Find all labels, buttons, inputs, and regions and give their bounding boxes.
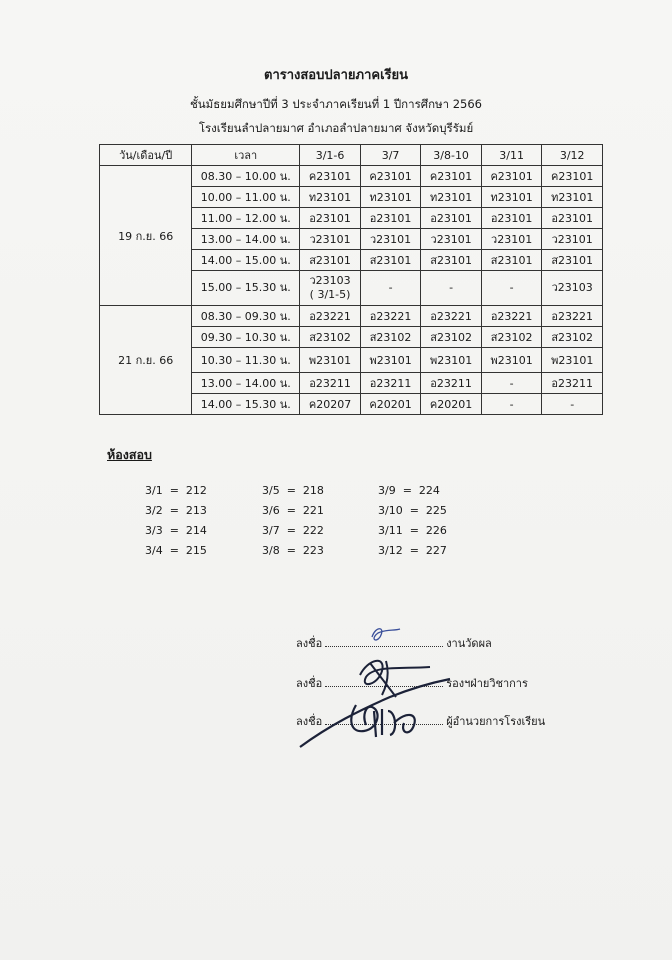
signature-stroke-director [300,679,450,747]
document-subtitle-grade: ชั้นมัธยมศึกษาปีที่ 3 ประจำภาคเรียนที่ 1 ปีการศึกษา 2566 [189,97,482,111]
signature-label: ลงชื่อ [296,637,323,650]
subject-cell: อ23211 [421,373,482,394]
room-entry: 3/7 = 222 [262,524,324,537]
subject-cell: พ23101 [421,348,482,373]
time-cell: 13.00 – 14.00 น. [192,229,300,250]
subject-cell: อ23211 [300,373,361,394]
time-cell: 10.00 – 11.00 น. [192,187,300,208]
subject-code: ว23103 [309,274,351,287]
table-row [100,166,603,187]
time-cell: 11.00 – 12.00 น. [192,208,300,229]
subject-cell: ส23101 [300,250,361,271]
subject-cell: ค20207 [300,394,361,415]
subject-cell: อ23221 [481,306,542,327]
subject-cell: ท23101 [481,187,542,208]
time-cell: 09.30 – 10.30 น. [192,327,300,348]
exam-schedule-table [99,144,603,415]
header-class: 3/12 [542,145,603,166]
subject-cell: อ23221 [360,306,421,327]
subject-cell: ว23101 [542,229,603,250]
signature-role: ผู้อำนวยการโรงเรียน [446,715,546,728]
subject-cell: ส23102 [360,327,421,348]
subject-cell: ว23101 [300,229,361,250]
subject-cell: - [542,394,603,415]
room-entry: 3/2 = 213 [145,504,207,517]
table-row [100,306,603,327]
room-entry: 3/1 = 212 [145,484,207,497]
room-entry: 3/6 = 221 [262,504,324,517]
signature-stroke-measurement [372,629,400,640]
rooms-title: ห้องสอบ [107,447,152,462]
subject-cell: ค23101 [300,166,361,187]
subject-cell: ส23102 [481,327,542,348]
subject-cell: ท23101 [421,187,482,208]
subject-note: ( 3/1-5) [309,288,351,301]
subject-cell: อ23101 [481,208,542,229]
time-cell: 13.00 – 14.00 น. [192,373,300,394]
subject-cell: - [360,271,421,306]
subject-cell: อ23221 [421,306,482,327]
subject-cell: - [481,394,542,415]
subject-cell: อ23101 [360,208,421,229]
subject-cell: ว23101 [481,229,542,250]
document-subtitle-school: โรงเรียนลำปลายมาศ อำเภอลำปลายมาศ จังหวัดบุรีรัมย์ [198,121,474,135]
time-cell: 14.00 – 15.30 น. [192,394,300,415]
subject-cell: พ23101 [481,348,542,373]
subject-cell: ส23102 [542,327,603,348]
subject-cell: ค20201 [421,394,482,415]
subject-cell: ท23101 [300,187,361,208]
room-entry: 3/12 = 227 [378,544,447,557]
subject-cell: อ23101 [542,208,603,229]
subject-cell: ว23101 [360,229,421,250]
room-entry: 3/4 = 215 [145,544,207,557]
subject-cell: ว23101 [421,229,482,250]
time-cell: 14.00 – 15.00 น. [192,250,300,271]
subject-cell: ส23102 [300,327,361,348]
subject-cell: ค23101 [542,166,603,187]
subject-cell: - [481,373,542,394]
subject-cell: อ23211 [360,373,421,394]
subject-cell: ส23102 [421,327,482,348]
signature-role: งานวัดผล [446,637,492,650]
subject-cell: ส23101 [421,250,482,271]
handwritten-signatures [290,615,470,765]
header-class: 3/7 [360,145,421,166]
table-header-row [100,145,603,166]
subject-cell: ส23101 [360,250,421,271]
subject-cell [300,271,361,306]
room-entry: 3/10 = 225 [378,504,447,517]
time-cell: 08.30 – 09.30 น. [192,306,300,327]
header-class: 3/1-6 [300,145,361,166]
subject-cell: อ23221 [542,306,603,327]
subject-cell: พ23101 [542,348,603,373]
subject-cell: อ23221 [300,306,361,327]
subject-cell: อ23101 [300,208,361,229]
signature-role: รองฯฝ่ายวิชาการ [446,677,528,690]
time-cell: 10.30 – 11.30 น. [192,348,300,373]
header-class: 3/11 [481,145,542,166]
header-time: เวลา [192,145,300,166]
subject-cell: ส23101 [481,250,542,271]
subject-cell: ค23101 [360,166,421,187]
signature-stroke-academic [360,661,430,697]
room-entry: 3/3 = 214 [145,524,207,537]
room-entry: 3/11 = 226 [378,524,447,537]
signature-label: ลงชื่อ [296,677,323,690]
date-cell: 19 ก.ย. 66 [100,166,192,306]
document-title: ตารางสอบปลายภาคเรียน [264,68,408,83]
subject-cell: ค20201 [360,394,421,415]
room-entry: 3/9 = 224 [378,484,440,497]
date-cell: 21 ก.ย. 66 [100,306,192,415]
subject-cell: ค23101 [481,166,542,187]
room-entry: 3/5 = 218 [262,484,324,497]
subject-cell: พ23101 [300,348,361,373]
signature-label: ลงชื่อ [296,715,323,728]
subject-cell: ท23101 [542,187,603,208]
subject-cell: - [421,271,482,306]
subject-cell: ท23101 [360,187,421,208]
subject-cell: ค23101 [421,166,482,187]
subject-cell: ว23103 [542,271,603,306]
time-cell: 08.30 – 10.00 น. [192,166,300,187]
header-date: วัน/เดือน/ปี [100,145,192,166]
subject-cell: อ23211 [542,373,603,394]
subject-cell: พ23101 [360,348,421,373]
header-class: 3/8-10 [421,145,482,166]
subject-cell: ส23101 [542,250,603,271]
room-entry: 3/8 = 223 [262,544,324,557]
subject-cell: อ23101 [421,208,482,229]
subject-cell: - [481,271,542,306]
time-cell: 15.00 – 15.30 น. [192,271,300,306]
